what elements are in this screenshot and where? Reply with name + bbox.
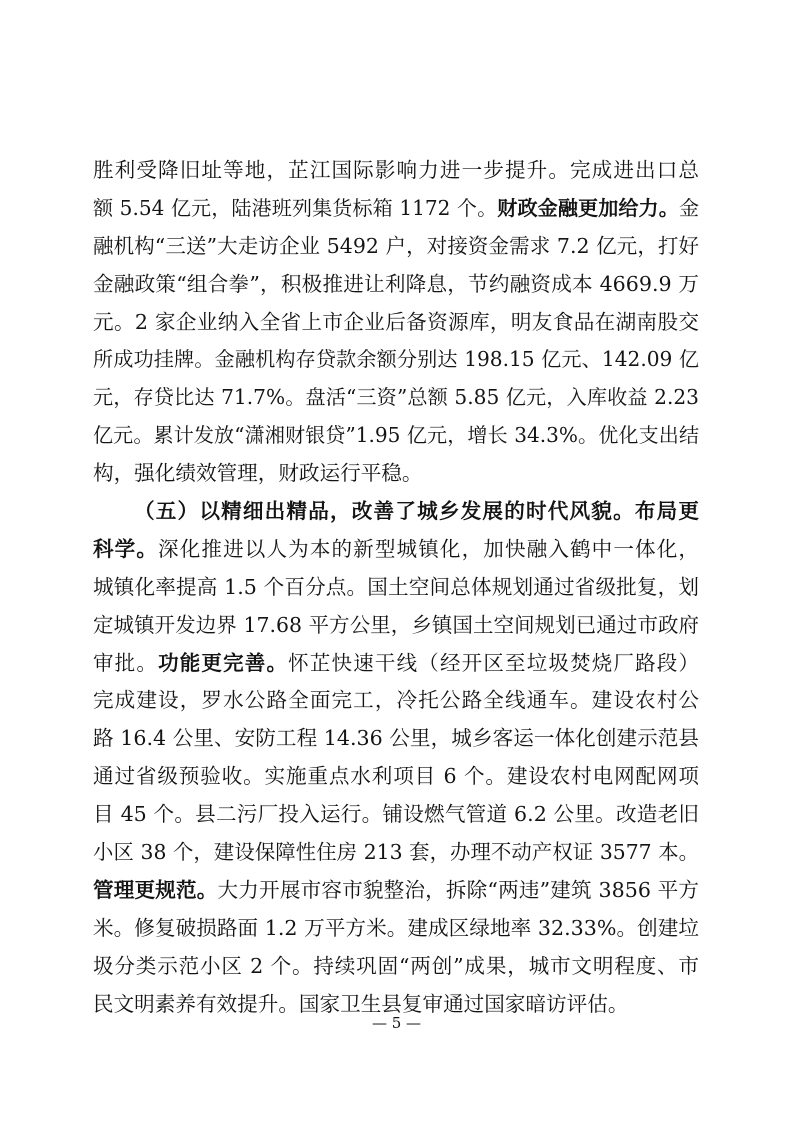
text-run: 完成建设，罗水公路全面完工，冷托公路全线通车。建设农村公 — [93, 688, 699, 713]
text-run: 元。2 家企业纳入全省上市企业后备资源库，明友食品在湖南股交 — [93, 309, 699, 334]
text-run: 民文明素养有效提升。国家卫生县复审通过国家暗访评估。 — [93, 991, 629, 1016]
text-line — [93, 531, 699, 569]
text-run: 大力开展市容市貌整治，拆除“两违”建筑 3856 平方 — [217, 877, 699, 902]
text-line — [93, 379, 699, 417]
text-line — [93, 607, 699, 645]
bold-heading-run: 功能更完善。 — [158, 650, 289, 675]
text-run: 额 5.54 亿元，陆港班列集货标箱 1172 个。 — [93, 195, 498, 220]
text-line — [93, 190, 699, 228]
text-line — [93, 304, 699, 342]
text-run: 金 — [678, 195, 699, 220]
section-heading: （五）以精细出精品，改善了城乡发展的时代风貌。布局更 — [134, 499, 699, 524]
text-run: 怀芷快速干线（经开区至垃圾焚烧厂路段） — [288, 650, 699, 675]
text-run: 定城镇开发边界 17.68 平方公里，乡镇国土空间规划已通过市政府 — [93, 612, 699, 637]
text-run: 通过省级预验收。实施重点水利项目 6 个。建设农村电网配网项 — [93, 764, 699, 789]
text-run: 构，强化绩效管理，财政运行平稳。 — [93, 461, 423, 486]
text-run: 融机构“三送”大走访企业 5492 户，对接资金需求 7.2 亿元，打好 — [93, 233, 699, 258]
text-line — [93, 228, 699, 266]
text-run: 审批。 — [93, 650, 159, 675]
text-run: 圾分类示范小区 2 个。持续巩固“两创”成果，城市文明程度、市 — [93, 953, 699, 978]
text-run: 路 16.4 公里、安防工程 14.36 公里，城乡客运一体化创建示范县 — [93, 726, 699, 751]
bold-heading-run: 财政金融更加给力。 — [497, 195, 679, 220]
text-run: 元，存贷比达 71.7%。盘活“三资”总额 5.85 亿元，入库收益 2.23 — [93, 385, 699, 410]
text-line — [93, 569, 699, 607]
bold-heading-run: 管理更规范。 — [93, 877, 218, 902]
text-line — [93, 948, 699, 986]
text-line — [93, 720, 699, 758]
text-line — [93, 152, 699, 190]
text-line — [93, 455, 699, 493]
text-run: 胜利受降旧址等地，芷江国际影响力进一步提升。完成进出口总 — [93, 158, 699, 182]
text-line — [93, 682, 699, 720]
text-run: 深化推进以人为本的新型城镇化，加快融入鹤中一体化， — [158, 536, 699, 561]
body-text — [93, 152, 699, 1023]
text-run: 目 45 个。县二污厂投入运行。铺设燃气管道 6.2 公里。改造老旧 — [93, 802, 699, 827]
section-heading-line — [93, 493, 699, 531]
text-line — [93, 910, 699, 948]
text-line — [93, 758, 699, 796]
text-run: 金融政策“组合拳”，积极推进让利降息，节约融资成本 4669.9 万 — [93, 271, 699, 296]
text-run: 所成功挂牌。金融机构存贷款余额分别达 198.15 亿元、142.09 亿 — [93, 347, 699, 372]
text-line — [93, 872, 699, 910]
text-run: 亿元。累计发放“潇湘财银贷”1.95 亿元，增长 34.3%。优化支出结 — [93, 423, 699, 448]
text-run: 米。修复破损路面 1.2 万平方米。建成区绿地率 32.33%。创建垃 — [93, 915, 699, 940]
text-line — [93, 645, 699, 683]
bold-heading-run: 科学。 — [93, 536, 159, 561]
text-line — [93, 266, 699, 304]
text-run: 小区 38 个，建设保障性住房 213 套，办理不动产权证 3577 本。 — [93, 840, 699, 865]
text-line — [93, 834, 699, 872]
text-line — [93, 417, 699, 455]
text-run: 城镇化率提高 1.5 个百分点。国土空间总体规划通过省级批复，划 — [93, 574, 699, 599]
text-line — [93, 341, 699, 379]
page-number: — 5 — — [371, 1014, 422, 1032]
text-line — [93, 796, 699, 834]
